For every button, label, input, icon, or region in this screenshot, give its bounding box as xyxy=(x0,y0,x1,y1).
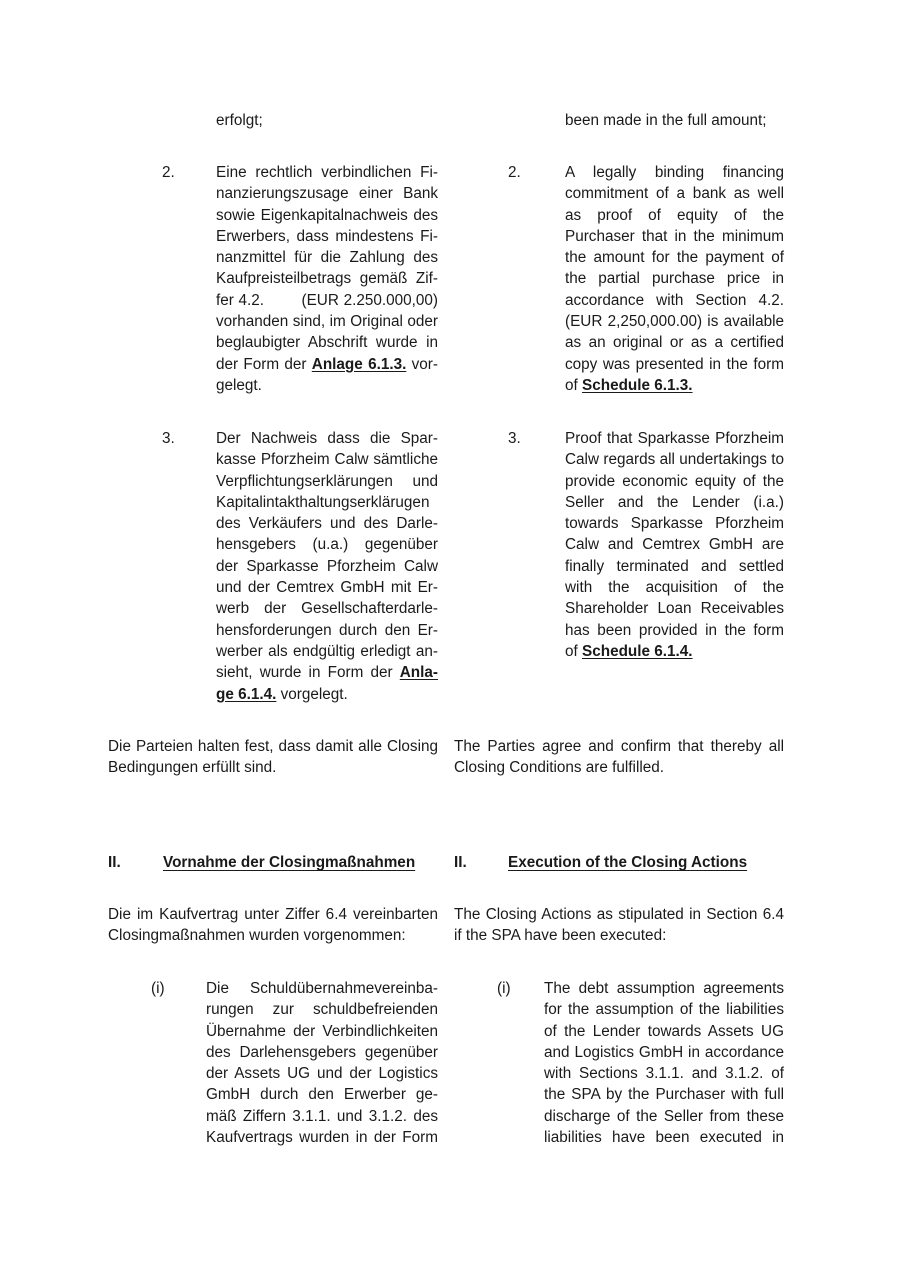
en-item-3-text: Proof that Sparkasse Pforzheim Calw regards all undertakings to provide economic equity of the Seller and the Lender (i.a.) towards Sparkasse Pforzheim Calw and Cemtrex GmbH are finally terminated and settled with the acquisition of the Shareholder Loan Receivables has been provided in the form of Schedule 6.1.4. xyxy=(565,430,784,660)
anlage-6-1-4-reference-part1: Anla- xyxy=(399,664,438,682)
de-section-title: Vornahme der Closingmaßnahmen xyxy=(163,854,416,871)
en-item-i-number: (i) xyxy=(497,980,511,997)
de-item-i-text: Die Schuldübernahmevereinba- rungen zur schuldbefreienden Übernahme der Verbindlichkeiten des Darlehensgebers gegenüber der Assets UG und der Logistics GmbH durch den Erwerber ge- mäß Ziffern 3.1.1. und 3.1.2. des Kaufvertrags wurden in der Form xyxy=(206,980,438,1147)
de-item-2-text: Eine rechtlich verbindlichen Fi- nanzierungszusage einer Bank sowie Eigenkapitalnachweis des Erwerbers, dass mindestens Fi- nanzmittel für die Zahlung des Kaufpreisteilbetrags gemäß Zif- fer 4.2. (EUR 2.250.000,00) vorhanden sind, im Original oder beglaubigter Abschrift wurde in der Form der Anlage 6.1.3. vor- gelegt. xyxy=(216,164,438,394)
de-item-i-number: (i) xyxy=(151,980,165,997)
en-item-i-text: The debt assumption agreements for the assumption of the liabilities of the Lender towards Assets UG and Logistics GmbH in accordance with Sections 3.1.1. and 3.1.2. of the SPA by the Purchaser with full discharge of the Seller from these liabilities have been executed in xyxy=(544,980,784,1147)
en-item-2-number: 2. xyxy=(508,164,521,181)
de-item-2-number: 2. xyxy=(162,164,175,181)
en-item-3-number: 3. xyxy=(508,430,521,447)
de-conclusion: Die Parteien halten fest, dass damit alle Closing Bedingungen erfüllt sind. xyxy=(108,738,438,777)
de-continuation: erfolgt; xyxy=(216,112,263,129)
de-item-3-text: Der Nachweis dass die Spar- kasse Pforzheim Calw sämtliche Verpflichtungserklärungen und Kapitalintakthaltungserklärugen des Verkäufers und des Darle- hensgebers (u.a.) gegenüber der Sparkasse Pforzheim Calw und der Cemtrex GmbH mit Er- werb der Gesellschafterdarle- hensforderungen durch den Er- werber als endgültig erledigt an- sieht, wurde in Form der Anla- ge 6.1.4. vorgelegt. xyxy=(216,430,438,703)
schedule-6-1-4-reference: Schedule 6.1.4. xyxy=(582,642,693,660)
de-intro: Die im Kaufvertrag unter Ziffer 6.4 vereinbarten Closingmaßnahmen wurden vorgenommen: xyxy=(108,906,438,945)
de-item-3-number: 3. xyxy=(162,430,175,447)
schedule-6-1-3-reference: Schedule 6.1.3. xyxy=(582,376,693,394)
en-section-number: II. xyxy=(454,854,467,871)
en-item-2-text: A legally binding financing commitment of a bank as well as proof of equity of the Purchaser that in the minimum the amount for the payment of the partial purchase price in accordance with Section 4.2. (EUR 2,250,000.00) is available as an original or as a certified copy was presented in the form of Schedule 6.1.3. xyxy=(565,164,784,394)
anlage-6-1-3-reference: Anlage 6.1.3. xyxy=(311,355,407,373)
anlage-6-1-4-reference-part2: ge 6.1.4. xyxy=(216,685,277,703)
en-section-title: Execution of the Closing Actions xyxy=(508,854,748,871)
de-section-number: II. xyxy=(108,854,121,871)
en-intro: The Closing Actions as stipulated in Section 6.4 if the SPA have been executed: xyxy=(454,906,784,945)
en-conclusion: The Parties agree and confirm that thereby all Closing Conditions are fulfilled. xyxy=(454,738,784,777)
en-continuation: been made in the full amount; xyxy=(565,112,767,129)
